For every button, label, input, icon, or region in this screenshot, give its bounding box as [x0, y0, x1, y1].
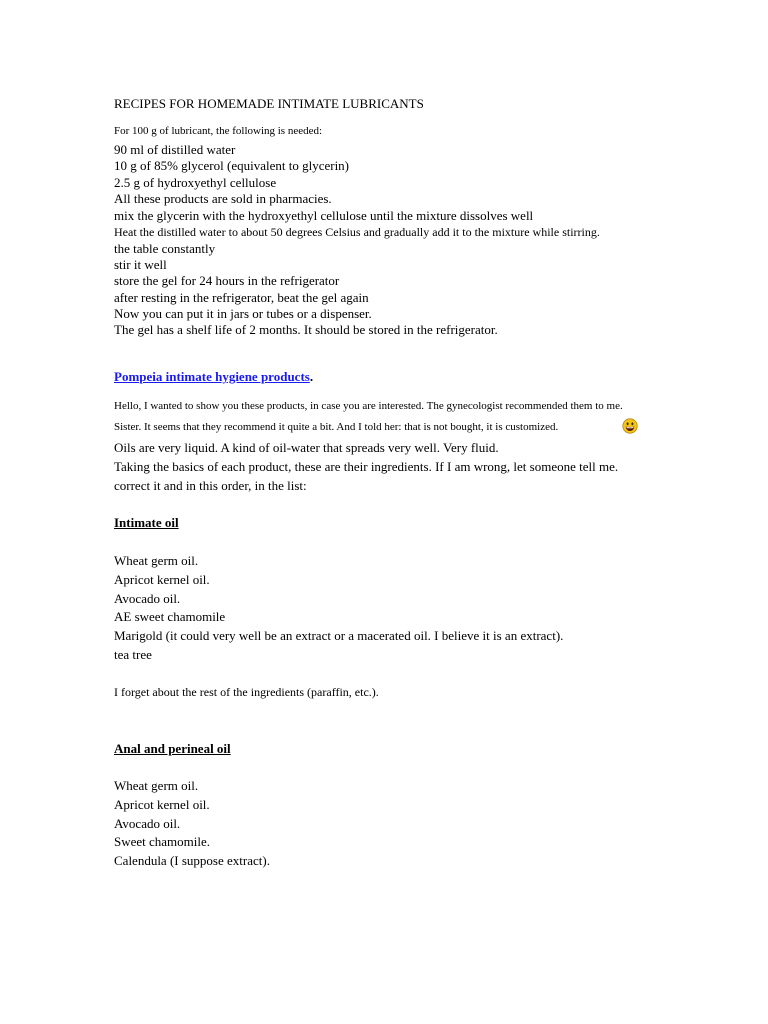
pompeia-link-suffix: . — [309, 369, 314, 384]
list-item: Wheat germ oil. — [114, 778, 199, 793]
intimate-oil-heading: Intimate oil — [114, 515, 179, 530]
recipe-line: The gel has a shelf life of 2 months. It should be stored in the refrigerator. — [114, 322, 498, 337]
list-item: Sweet chamomile. — [114, 834, 211, 849]
list-item: Avocado oil. — [114, 591, 181, 606]
list-item: Wheat germ oil. — [114, 553, 199, 568]
recipe-line: the table constantly — [114, 241, 216, 256]
list-item: AE sweet chamomile — [114, 609, 226, 624]
pompeia-paragraph: Sister. It seems that they recommend it quite a bit. And I told her: that is not bought, it is customized. — [114, 421, 559, 433]
recipe-line: 90 ml of distilled water — [114, 142, 236, 157]
recipe-line: Now you can put it in jars or tubes or a dispenser. — [114, 306, 372, 321]
recipe-intro: For 100 g of lubricant, the following is needed: — [114, 125, 323, 137]
pompeia-paragraph: Taking the basics of each product, these are their ingredients. If I am wrong, let someone tell me. — [114, 459, 619, 474]
list-item: Apricot kernel oil. — [114, 797, 210, 812]
recipe-line: after resting in the refrigerator, beat the gel again — [114, 290, 369, 305]
list-item: tea tree — [114, 647, 152, 662]
recipe-line: stir it well — [114, 257, 167, 272]
anal-oil-heading: Anal and perineal oil — [114, 741, 231, 756]
recipe-line: store the gel for 24 hours in the refrigerator — [114, 273, 340, 288]
recipe-line: mix the glycerin with the hydroxyethyl cellulose until the mixture dissolves well — [114, 208, 534, 223]
list-item: Avocado oil. — [114, 816, 181, 831]
list-item: Apricot kernel oil. — [114, 572, 210, 587]
list-item: Marigold (it could very well be an extract or a macerated oil. I believe it is an extract). — [114, 628, 564, 643]
pompeia-heading — [114, 370, 313, 383]
pompeia-paragraph: correct it and in this order, in the list: — [114, 478, 307, 493]
pompeia-paragraph: Hello, I wanted to show you these products, in case you are interested. The gynecologist recommended them to me. — [114, 400, 623, 412]
pompeia-link[interactable]: Pompeia intimate hygiene products — [114, 369, 310, 384]
list-item: Calendula (I suppose extract). — [114, 853, 270, 868]
recipe-line: All these products are sold in pharmacies. — [114, 191, 332, 206]
recipe-line: 2.5 g of hydroxyethyl cellulose — [114, 175, 277, 190]
recipe-line: Heat the distilled water to about 50 degrees Celsius and gradually add it to the mixture while stirring. — [114, 225, 600, 239]
intimate-oil-note: I forget about the rest of the ingredients (paraffin, etc.). — [114, 685, 379, 699]
document-title: RECIPES FOR HOMEMADE INTIMATE LUBRICANTS — [114, 96, 424, 111]
grinning-face-icon — [622, 418, 638, 434]
recipe-line: 10 g of 85% glycerol (equivalent to glycerin) — [114, 158, 350, 173]
pompeia-paragraph: Oils are very liquid. A kind of oil-water that spreads very well. Very fluid. — [114, 440, 499, 455]
